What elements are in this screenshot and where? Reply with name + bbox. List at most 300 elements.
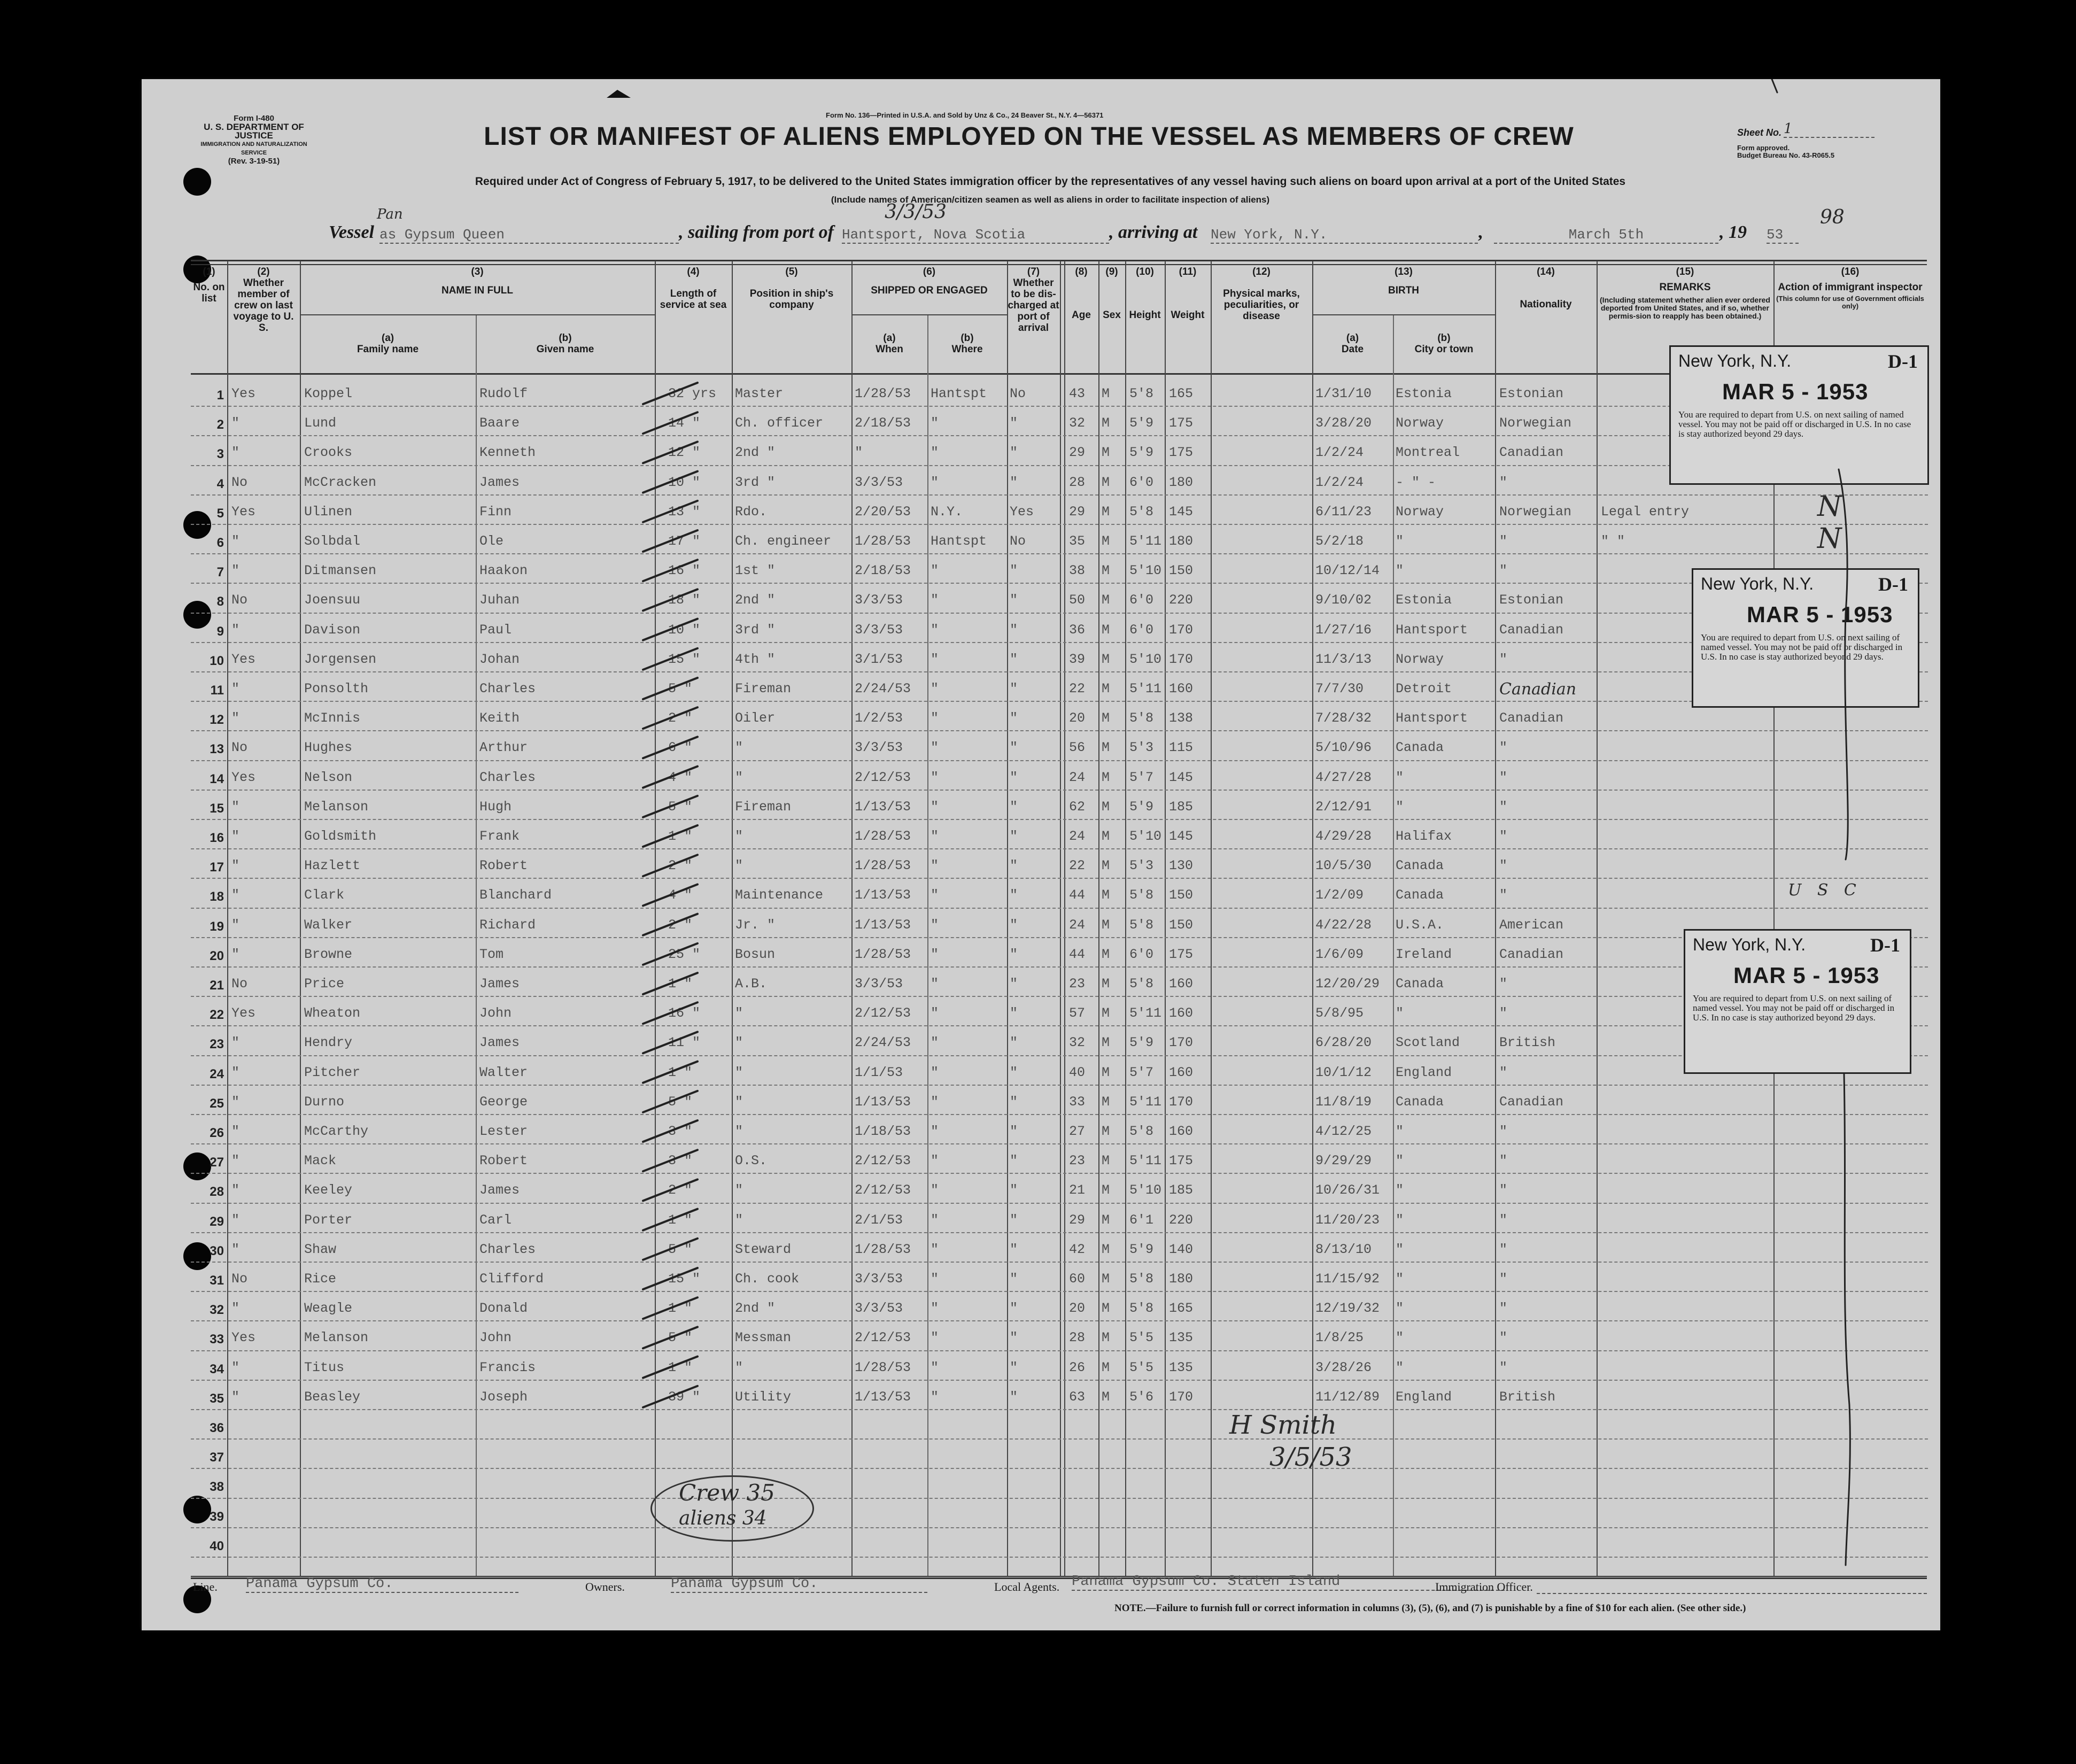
row-member: " xyxy=(231,1153,240,1169)
sex: M xyxy=(1102,1124,1110,1139)
footer-owners: Panama Gypsum Co. xyxy=(671,1576,927,1593)
given-name: Paul xyxy=(479,622,512,638)
birth-city: Canada xyxy=(1396,1094,1444,1110)
stamp-city: New York, N.Y. xyxy=(1678,351,1792,370)
signature-date: 3/5/53 xyxy=(1269,1442,1352,1472)
shipped-when: 2/1/53 xyxy=(855,1212,903,1228)
shipped-where: " xyxy=(931,1241,939,1257)
age: 24 xyxy=(1069,829,1086,844)
weight: 150 xyxy=(1169,563,1194,579)
shipped-where: " xyxy=(931,769,939,785)
row-member: Yes xyxy=(231,769,256,785)
birth-city: " xyxy=(1396,533,1404,549)
position: " xyxy=(735,1212,743,1228)
birth-date: 12/20/29 xyxy=(1315,976,1380,992)
sheet-no: 1 xyxy=(1784,121,1874,138)
discharged: " xyxy=(1010,445,1018,461)
row-member: " xyxy=(231,1301,240,1317)
shipped-where: " xyxy=(931,1359,939,1375)
shipped-where: " xyxy=(931,946,939,962)
nationality: " xyxy=(1499,1359,1508,1375)
sex: M xyxy=(1102,533,1110,549)
revision: (Rev. 3-19-51) xyxy=(228,157,280,166)
height: 5'10 xyxy=(1129,829,1162,844)
shipped-when: 3/3/53 xyxy=(855,740,903,756)
family-name: Hazlett xyxy=(304,858,361,874)
header-family-name: Family name xyxy=(357,344,419,355)
nationality: " xyxy=(1499,976,1508,992)
birth-date: 1/2/24 xyxy=(1315,474,1364,490)
shipped-when: 1/28/53 xyxy=(855,533,911,549)
length-of-service: 1 " xyxy=(668,1359,693,1375)
height: 5'11 xyxy=(1129,1153,1162,1169)
usc-mark: U S C xyxy=(1788,881,1862,900)
sex: M xyxy=(1102,1182,1110,1198)
birth-date: 10/12/14 xyxy=(1315,563,1380,579)
row-number: 31 xyxy=(210,1273,224,1288)
sex: M xyxy=(1102,415,1110,431)
sex: M xyxy=(1102,622,1110,638)
position: Fireman xyxy=(735,799,792,815)
family-name: Titus xyxy=(304,1359,345,1375)
check-mark xyxy=(643,648,698,670)
length-of-service: 39 " xyxy=(668,1389,701,1405)
position: Ch. engineer xyxy=(735,533,832,549)
header-name-in-full: NAME IN FULL xyxy=(441,285,514,296)
footer-line-label: Line. xyxy=(193,1580,218,1593)
nationality: " xyxy=(1499,799,1508,815)
weight: 175 xyxy=(1169,1153,1194,1169)
family-name: Porter xyxy=(304,1212,353,1228)
check-mark xyxy=(643,1120,698,1142)
age: 27 xyxy=(1069,1124,1086,1139)
height: 5'3 xyxy=(1129,858,1154,874)
length-of-service: 2 " xyxy=(668,710,693,726)
length-of-service: 4 " xyxy=(668,887,693,903)
weight: 180 xyxy=(1169,474,1194,490)
discharged: " xyxy=(1010,651,1018,667)
position: " xyxy=(735,769,743,785)
position: " xyxy=(735,1182,743,1198)
nationality: " xyxy=(1499,740,1508,756)
check-mark xyxy=(643,707,698,729)
given-name: Blanchard xyxy=(479,887,552,903)
row-number: 8 xyxy=(216,594,224,609)
birth-city: " xyxy=(1396,1124,1404,1139)
shipped-when: 2/12/53 xyxy=(855,1182,911,1198)
footer-agents-label: Local Agents. xyxy=(994,1580,1060,1593)
header-shipped: SHIPPED OR ENGAGED xyxy=(871,285,988,296)
year-prefix-text: 19 xyxy=(1729,222,1747,242)
birth-city: " xyxy=(1396,799,1404,815)
length-of-service: 4 " xyxy=(668,769,693,785)
nationality: " xyxy=(1499,769,1508,785)
row-member: Yes xyxy=(231,1005,256,1022)
position: 2nd " xyxy=(735,445,776,461)
discharged: " xyxy=(1010,681,1018,697)
row-number: 23 xyxy=(210,1037,224,1052)
nationality: Estonian xyxy=(1499,592,1564,608)
weight: 160 xyxy=(1169,681,1194,697)
height: 5'8 xyxy=(1129,1301,1154,1317)
row-member: " xyxy=(231,415,240,431)
height: 5'3 xyxy=(1129,740,1154,756)
birth-date: 11/15/92 xyxy=(1315,1271,1380,1287)
row-number: 27 xyxy=(210,1155,224,1170)
age: 35 xyxy=(1069,533,1086,549)
header-given-name: Given name xyxy=(536,344,594,355)
length-of-service: 15 " xyxy=(668,1271,701,1287)
given-name: Rudolf xyxy=(479,386,528,401)
shipped-when: 2/18/53 xyxy=(855,415,911,431)
weight: 220 xyxy=(1169,1212,1194,1228)
check-mark xyxy=(643,1179,698,1201)
nationality: " xyxy=(1499,1153,1508,1169)
arriving-port: New York, N.Y. xyxy=(1211,227,1478,244)
row-member: No xyxy=(231,976,248,992)
row-number: 26 xyxy=(210,1126,224,1140)
age: 38 xyxy=(1069,563,1086,579)
printer-line: Form No. 136—Printed in U.S.A. and Sold by Unz & Co., 24 Beaver St., N.Y. 4—56371 xyxy=(826,111,1104,119)
shipped-where: " xyxy=(931,740,939,756)
nationality: " xyxy=(1499,651,1508,667)
position: Ch. cook xyxy=(735,1271,800,1287)
given-name: James xyxy=(479,474,520,490)
stamp-date: MAR 5 - 1953 xyxy=(1722,379,1869,404)
birth-city: Detroit xyxy=(1396,681,1452,697)
sex: M xyxy=(1102,1271,1110,1287)
age: 23 xyxy=(1069,1153,1086,1169)
row-number: 39 xyxy=(210,1509,224,1524)
row-member: " xyxy=(231,1241,240,1257)
header-remarks: REMARKS xyxy=(1659,282,1711,293)
nationality: " xyxy=(1499,1301,1508,1317)
birth-city: " xyxy=(1396,563,1404,579)
discharged: " xyxy=(1010,976,1018,992)
header-sex: Sex xyxy=(1103,310,1121,321)
check-mark xyxy=(643,767,698,788)
sub-letter: (b) xyxy=(559,332,572,344)
row-member: " xyxy=(231,1212,240,1228)
row-member: No xyxy=(231,1271,248,1287)
discharged: " xyxy=(1010,1035,1018,1051)
row-number: 40 xyxy=(210,1538,224,1553)
discharged: " xyxy=(1010,858,1018,874)
check-mark xyxy=(643,560,698,581)
col-number: (14) xyxy=(1537,266,1555,277)
col-number: (7) xyxy=(1027,266,1040,277)
birth-date: 10/5/30 xyxy=(1315,858,1372,874)
shipped-where: " xyxy=(931,1301,939,1317)
handwriting-strokes xyxy=(142,79,1940,1630)
stamp-note: You are required to depart from U.S. on next sailing of named vessel. You may not be paid off or discharged in U.S. In no case is stay authorized beyond 29 days. xyxy=(1693,993,1895,1023)
corner-tick xyxy=(1772,79,1777,92)
shipped-when: 1/28/53 xyxy=(855,829,911,844)
header-remarks-note: (Including statement whether alien ever ordered deported from United States, and if so, whether permis-sion to reapply has been obtained.) xyxy=(1600,296,1770,320)
alien-count: aliens 34 xyxy=(679,1507,767,1529)
family-name: Weagle xyxy=(304,1301,353,1317)
sex: M xyxy=(1102,1389,1110,1405)
col-number: (5) xyxy=(785,266,798,277)
age: 39 xyxy=(1069,651,1086,667)
weight: 150 xyxy=(1169,887,1194,903)
family-name: Mack xyxy=(304,1153,337,1169)
length-of-service: 1 " xyxy=(668,976,693,992)
weight: 180 xyxy=(1169,533,1194,549)
row-number: 15 xyxy=(210,801,224,816)
birth-date: 4/12/25 xyxy=(1315,1124,1372,1139)
stamp-code: D-1 xyxy=(1870,934,1900,956)
length-of-service: 5 " xyxy=(668,799,693,815)
sex: M xyxy=(1102,946,1110,962)
birth-date: 3/28/26 xyxy=(1315,1359,1372,1375)
row-member: " xyxy=(231,1064,240,1080)
weight: 160 xyxy=(1169,976,1194,992)
weight: 130 xyxy=(1169,858,1194,874)
check-mark xyxy=(643,1297,698,1319)
birth-date: 11/20/23 xyxy=(1315,1212,1380,1228)
birth-city: " xyxy=(1396,1153,1404,1169)
nationality: " xyxy=(1499,1271,1508,1287)
header-no-on-list: No. on list xyxy=(193,282,225,304)
length-of-service: 10 " xyxy=(668,474,701,490)
given-name: James xyxy=(479,1182,520,1198)
age: 29 xyxy=(1069,445,1086,461)
shipped-when: 2/24/53 xyxy=(855,1035,911,1051)
shipped-when: 1/28/53 xyxy=(855,1359,911,1375)
shipped-when: 1/28/53 xyxy=(855,1241,911,1257)
col-number: (13) xyxy=(1395,266,1413,277)
nationality: " xyxy=(1499,1064,1508,1080)
header-birth: BIRTH xyxy=(1388,285,1420,296)
comma-1: , xyxy=(1478,222,1483,242)
length-of-service: 10 " xyxy=(668,622,701,638)
nationality: " xyxy=(1499,1241,1508,1257)
shipped-when: 3/3/53 xyxy=(855,1301,903,1317)
length-of-service: 2 " xyxy=(668,858,693,874)
row-member: " xyxy=(231,858,240,874)
weight: 160 xyxy=(1169,1064,1194,1080)
nationality: American xyxy=(1499,917,1564,933)
given-name: Finn xyxy=(479,504,512,520)
nationality: British xyxy=(1499,1035,1556,1051)
length-of-service: 11 " xyxy=(668,1035,701,1051)
age: 24 xyxy=(1069,769,1086,785)
given-name: Tom xyxy=(479,946,504,962)
family-name: Wheaton xyxy=(304,1005,361,1022)
row-member: " xyxy=(231,622,240,638)
shipped-where: " xyxy=(931,1212,939,1228)
height: 5'8 xyxy=(1129,887,1154,903)
remarks: " " xyxy=(1601,533,1625,549)
shipped-when: 1/28/53 xyxy=(855,946,911,962)
sex: M xyxy=(1102,386,1110,401)
row-member: " xyxy=(231,563,240,579)
family-name: Rice xyxy=(304,1271,337,1287)
shipped-when: 3/1/53 xyxy=(855,651,903,667)
footer-line: Panama Gypsum Co. xyxy=(246,1576,518,1593)
position: 3rd " xyxy=(735,474,776,490)
col-number: (6) xyxy=(923,266,936,277)
weight: 165 xyxy=(1169,386,1194,401)
height: 5'9 xyxy=(1129,1241,1154,1257)
age: 57 xyxy=(1069,1005,1086,1022)
length-of-service: 1 " xyxy=(668,1301,693,1317)
birth-city: " xyxy=(1396,1005,1404,1022)
position: Jr. " xyxy=(735,917,776,933)
weight: 175 xyxy=(1169,415,1194,431)
discharged: " xyxy=(1010,415,1018,431)
check-mark xyxy=(643,1062,698,1083)
shipped-when: 1/28/53 xyxy=(855,858,911,874)
birth-date: 1/31/10 xyxy=(1315,386,1372,401)
birth-city: Halifax xyxy=(1396,829,1452,844)
check-mark xyxy=(643,1386,698,1407)
check-mark xyxy=(643,973,698,994)
given-name: Donald xyxy=(479,1301,528,1317)
sex: M xyxy=(1102,1064,1110,1080)
inspector-line xyxy=(1844,1073,1850,1565)
birth-date: 1/2/09 xyxy=(1315,887,1364,903)
age: 24 xyxy=(1069,917,1086,933)
discharged: " xyxy=(1010,1271,1018,1287)
shipped-when: 2/12/53 xyxy=(855,1330,911,1346)
family-name: Walker xyxy=(304,917,353,933)
sex: M xyxy=(1102,1153,1110,1169)
birth-date: 4/27/28 xyxy=(1315,769,1372,785)
arriving-label: , arriving at xyxy=(1109,222,1198,242)
nationality: " xyxy=(1499,533,1508,549)
weight: 170 xyxy=(1169,622,1194,638)
nationality: " xyxy=(1499,887,1508,903)
shipped-when: 3/3/53 xyxy=(855,976,903,992)
row-member: " xyxy=(231,917,240,933)
discharged: " xyxy=(1010,1124,1018,1139)
check-mark xyxy=(643,589,698,610)
length-of-service: 5 " xyxy=(668,1094,693,1110)
nationality: " xyxy=(1499,563,1508,579)
arrival-date: March 5th xyxy=(1494,227,1718,244)
birth-city: Canada xyxy=(1396,740,1444,756)
check-mark xyxy=(643,501,698,522)
shipped-when: 1/28/53 xyxy=(855,386,911,401)
birth-city: Scotland xyxy=(1396,1035,1460,1051)
budget-text: Budget Bureau No. 43-R065.5 xyxy=(1737,151,1835,159)
header-weight: Weight xyxy=(1171,310,1205,321)
height: 5'8 xyxy=(1129,976,1154,992)
check-mark xyxy=(643,412,698,434)
height: 5'9 xyxy=(1129,1035,1154,1051)
row-number: 6 xyxy=(216,536,224,550)
family-name: Durno xyxy=(304,1094,345,1110)
family-name: Melanson xyxy=(304,1330,369,1346)
given-name: Keith xyxy=(479,710,520,726)
position: Oiler xyxy=(735,710,776,726)
row-member: Yes xyxy=(231,1330,256,1346)
nationality: Canadian xyxy=(1499,622,1564,638)
family-name: Crooks xyxy=(304,445,353,461)
birth-date: 7/7/30 xyxy=(1315,681,1364,697)
row-number: 13 xyxy=(210,742,224,757)
age: 63 xyxy=(1069,1389,1086,1405)
header-birth-city-text: City or town xyxy=(1414,344,1474,355)
family-name: Jorgensen xyxy=(304,651,377,667)
length-of-service: 2 " xyxy=(668,917,693,933)
department: U. S. DEPARTMENT OF JUSTICE xyxy=(204,122,304,141)
row-member: No xyxy=(231,740,248,756)
birth-city: " xyxy=(1396,1241,1404,1257)
sex: M xyxy=(1102,1094,1110,1110)
weight: 135 xyxy=(1169,1359,1194,1375)
birth-date: 4/29/28 xyxy=(1315,829,1372,844)
age: 21 xyxy=(1069,1182,1086,1198)
length-of-service: 2 " xyxy=(668,1182,693,1198)
age: 29 xyxy=(1069,504,1086,520)
check-mark xyxy=(643,1209,698,1231)
shipped-where: " xyxy=(931,887,939,903)
shipped-when: 1/1/53 xyxy=(855,1064,903,1080)
stamp-city: New York, N.Y. xyxy=(1693,935,1806,954)
check-mark xyxy=(643,383,698,404)
length-of-service: 12 " xyxy=(668,445,701,461)
weight: 170 xyxy=(1169,1094,1194,1110)
row-number: 11 xyxy=(210,683,224,698)
row-number: 2 xyxy=(216,417,224,432)
age: 20 xyxy=(1069,1301,1086,1317)
check-mark xyxy=(643,855,698,876)
row-number: 35 xyxy=(210,1391,224,1406)
birth-date: 11/12/89 xyxy=(1315,1389,1380,1405)
given-name: John xyxy=(479,1330,512,1346)
row-number: 34 xyxy=(210,1361,224,1376)
sex: M xyxy=(1102,1212,1110,1228)
nationality: " xyxy=(1499,829,1508,844)
weight: 180 xyxy=(1169,1271,1194,1287)
check-mark xyxy=(643,1327,698,1348)
birth-date: 11/8/19 xyxy=(1315,1094,1372,1110)
row-number: 32 xyxy=(210,1303,224,1318)
given-name: George xyxy=(479,1094,528,1110)
col-number: (16) xyxy=(1841,266,1860,277)
height: 6'0 xyxy=(1129,622,1154,638)
given-name: Joseph xyxy=(479,1389,528,1405)
row-number: 1 xyxy=(216,388,224,403)
height: 6'0 xyxy=(1129,592,1154,608)
stamp-date: MAR 5 - 1953 xyxy=(1733,963,1880,988)
discharged: " xyxy=(1010,563,1018,579)
given-name: Lester xyxy=(479,1124,528,1139)
shipped-where: " xyxy=(931,1035,939,1051)
stamp-city: New York, N.Y. xyxy=(1701,574,1814,593)
row-member: " xyxy=(231,1035,240,1051)
given-name: Robert xyxy=(479,1153,528,1169)
shipped-when: 2/12/53 xyxy=(855,769,911,785)
family-name: Hughes xyxy=(304,740,353,756)
length-of-service: 6 " xyxy=(668,740,693,756)
family-name: Lund xyxy=(304,415,337,431)
nationality: Canadian xyxy=(1499,445,1564,461)
discharged: " xyxy=(1010,1182,1018,1198)
check-mark xyxy=(643,943,698,965)
family-name: Beasley xyxy=(304,1389,361,1405)
age: 62 xyxy=(1069,799,1086,815)
position: " xyxy=(735,740,743,756)
birth-date: 9/29/29 xyxy=(1315,1153,1372,1169)
check-mark xyxy=(643,884,698,906)
shipped-when: 3/3/53 xyxy=(855,622,903,638)
shipped-when: 3/3/53 xyxy=(855,474,903,490)
weight: 165 xyxy=(1169,1301,1194,1317)
